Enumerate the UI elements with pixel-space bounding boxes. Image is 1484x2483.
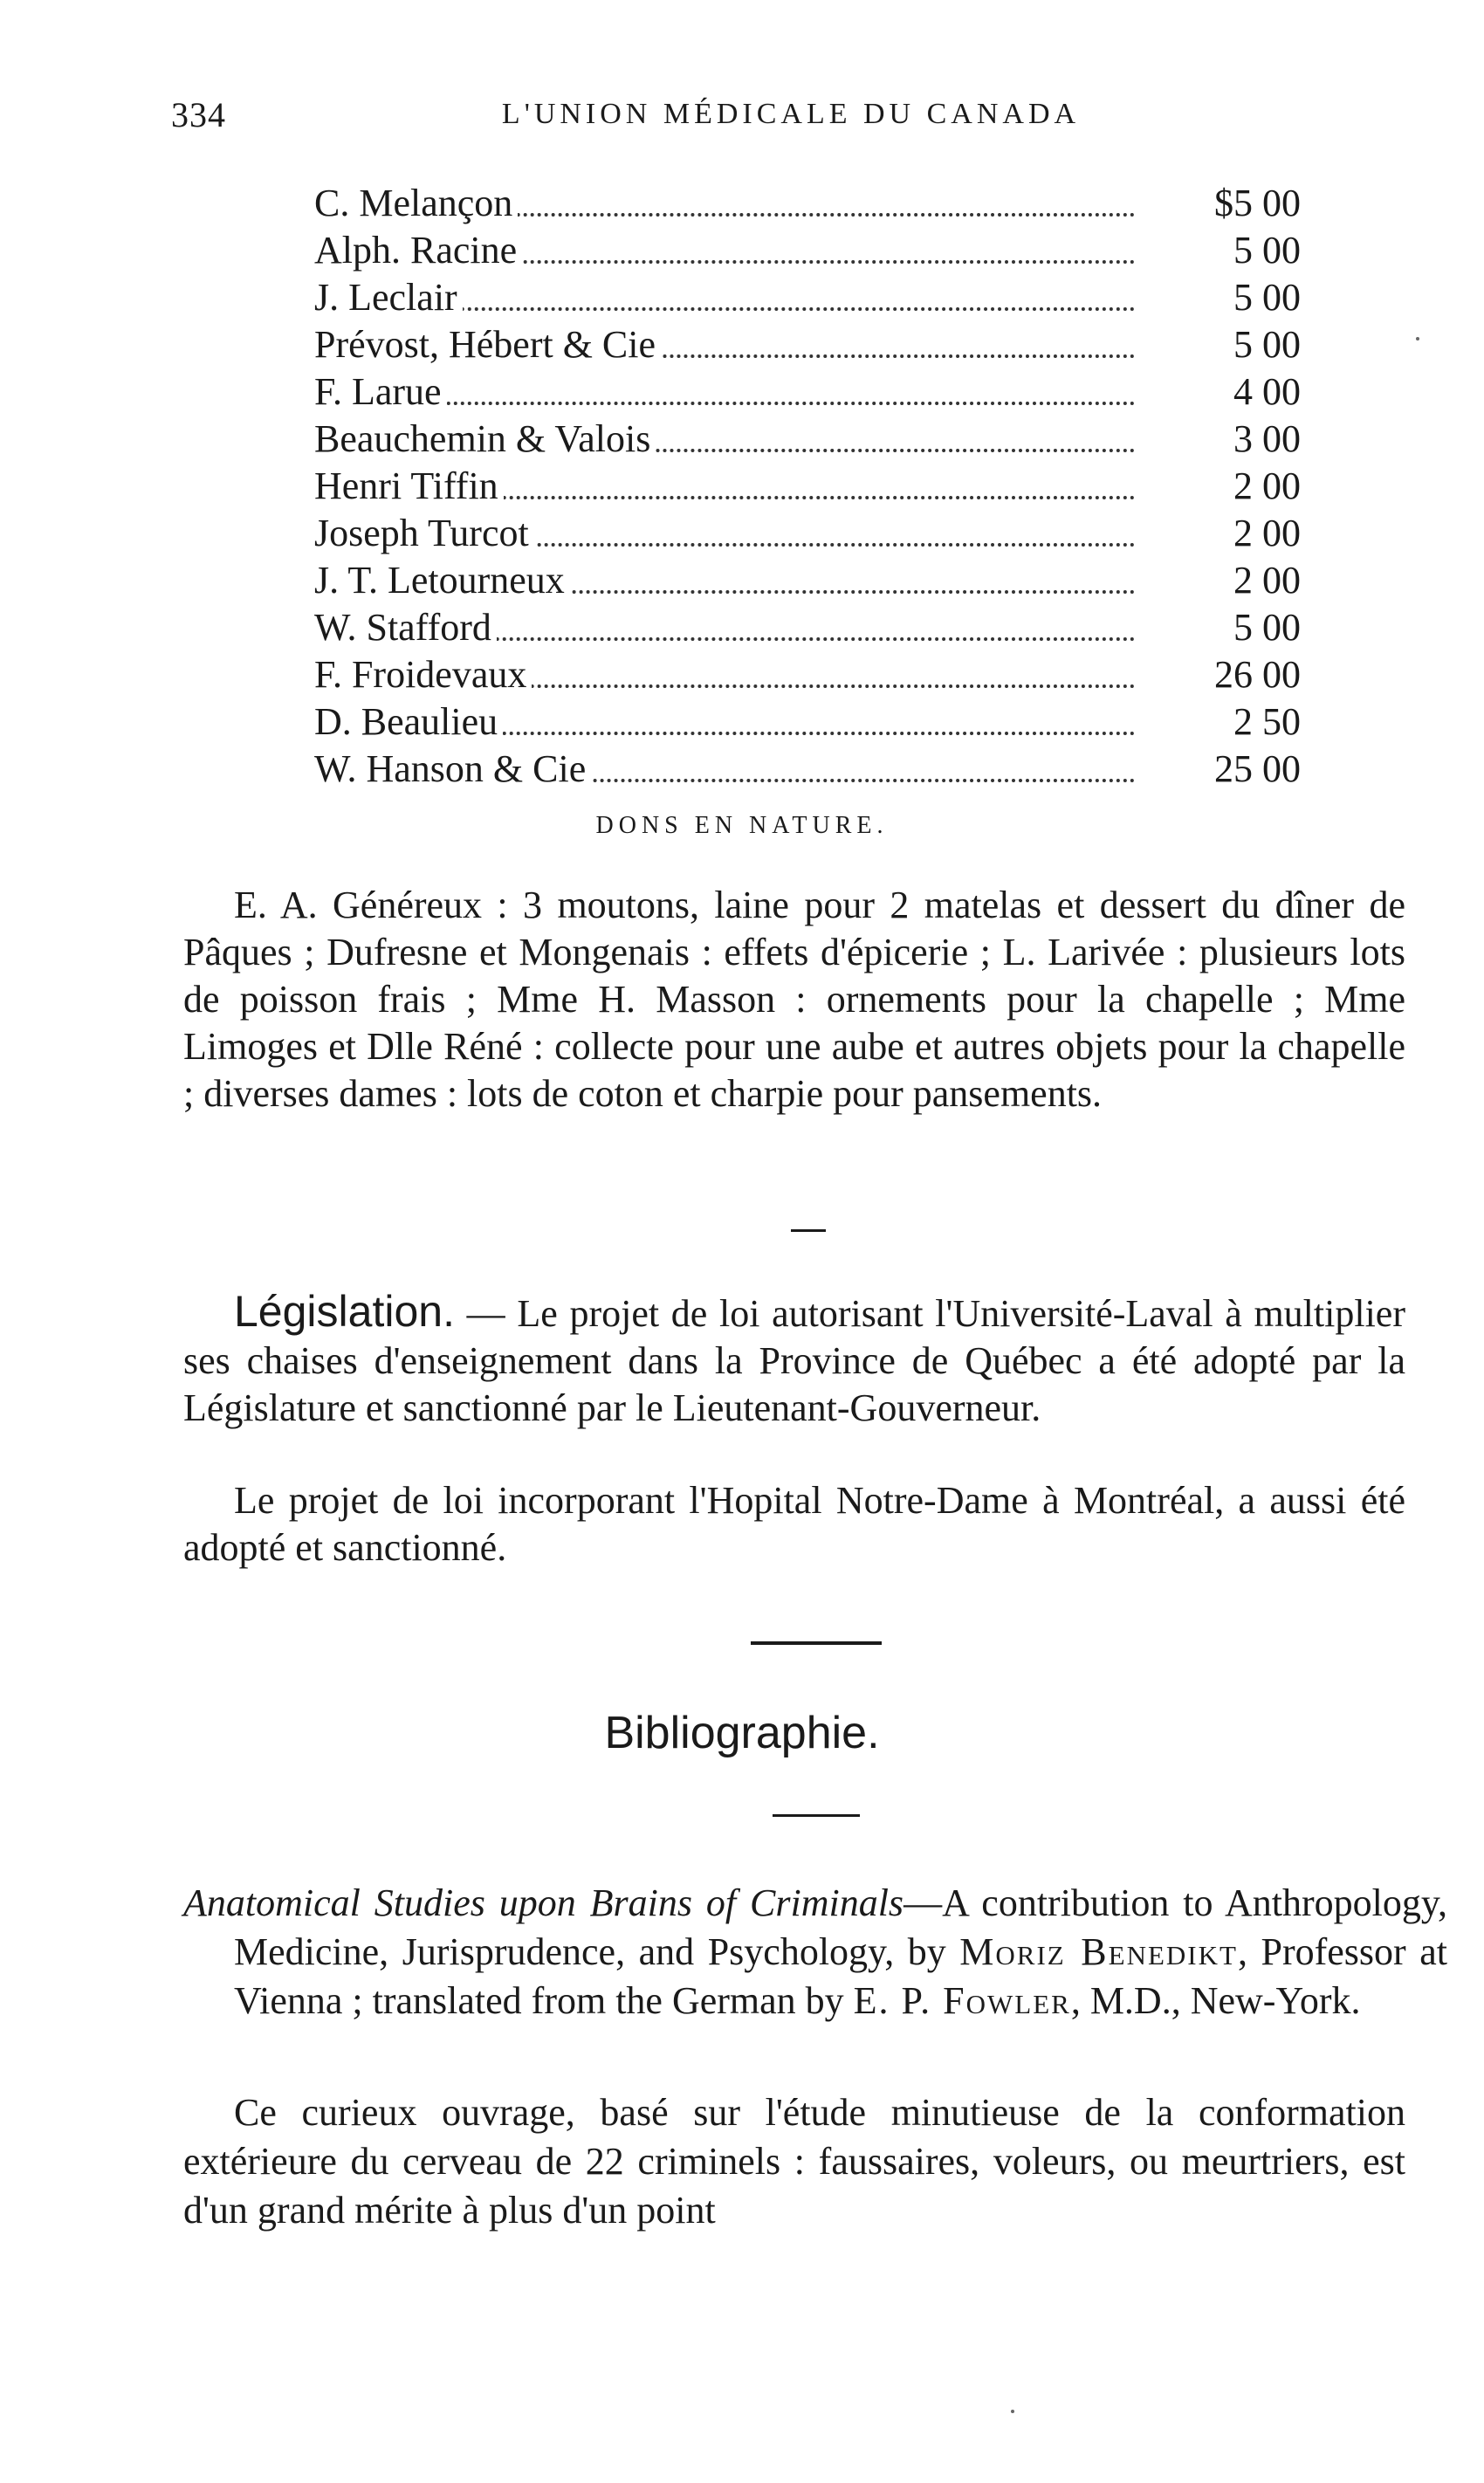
book-title: Anatomical Studies upon Brains of Criminals [183,1881,904,1924]
donation-amount: $5 00 [1152,180,1301,227]
donation-amount: 5 00 [1152,227,1301,274]
donation-amount: 5 00 [1152,274,1301,321]
donor-name: Henri Tiffin [314,463,504,510]
section-divider [773,1814,860,1817]
translator-name: E. P. Fowler [853,1979,1071,2022]
print-speck [1011,2410,1014,2413]
donation-amount: 26 00 [1152,651,1301,698]
donation-amount: 4 00 [1152,368,1301,416]
page-header [171,94,1411,147]
list-item [314,604,1301,651]
donation-amount: 5 00 [1152,604,1301,651]
donor-name: Beauchemin & Valois [314,416,656,463]
donor-name: F. Froidevaux [314,651,532,698]
dons-heading: DONS EN NATURE. [595,812,889,839]
donation-amount: 2 00 [1152,463,1301,510]
donation-amount: 2 00 [1152,510,1301,557]
donor-name: C. Melançon [314,180,518,227]
bibliography-entry [183,1879,1447,2026]
donation-amount: 5 00 [1152,321,1301,368]
section-divider [791,1229,826,1232]
entry-text: , M.D., New-York. [1070,1979,1361,2022]
donor-name: Alph. Racine [314,227,522,274]
dons-paragraph: E. A. Généreux : 3 moutons, laine pour 2 matelas et dessert du dîner de Pâques ; Dufresne et Mongenais : effets d'épicerie ; L. Larivée : plusieurs lots de poisson frais ; Mme H. Masson : ornements pour la chapelle ; Mme Limoges et Dlle Réné : collecte pour une aube et autres objets pour la chapelle ; diverses dames : lots de coton et charpie pour pansements. [183,884,1405,1115]
section-divider [751,1641,882,1645]
donation-amount: 2 50 [1152,698,1301,746]
legislation-paragraph [183,1288,1405,1432]
bibliographie-heading: Bibliographie. [604,1708,880,1758]
list-item [314,274,1301,321]
donor-name: Prévost, Hébert & Cie [314,321,661,368]
list-item [314,510,1301,557]
running-title: L'UNION MÉDICALE DU CANADA [501,98,1081,130]
donor-name: J. Leclair [314,274,463,321]
entry-text: , Professor at Vienna ; translated from the German by [234,1930,1447,2022]
list-item [314,463,1301,510]
donor-name: W. Hanson & Cie [314,746,591,793]
donor-name: D. Beaulieu [314,698,503,746]
review-paragraph: Ce curieux ouvrage, basé sur l'étude minutieuse de la conformation extérieure du cerveau de 22 criminels : faussaires, voleurs, ou meurtriers, est d'un grand mérite à plus d'un point [183,2091,1405,2232]
author-name: Moriz Benedikt [959,1930,1238,1973]
list-item [314,651,1301,698]
legislation-text: — Le projet de loi autorisant l'Université-Laval à multiplier ses chaises d'enseignement dans la Province de Québec a été adopté par la Législature et sanctionné par le Lieutenant-Gouverneur. [183,1292,1405,1429]
donor-name: J. T. Letourneux [314,557,570,604]
donor-name: F. Larue [314,368,447,416]
page-number: 334 [171,95,226,134]
list-item [314,557,1301,604]
entry-text: —A contribution to Anthropology, Medicine, Jurisprudence, and Psychology, by [234,1881,1447,1973]
list-item [314,746,1301,793]
donation-amount: 2 00 [1152,557,1301,604]
list-item [314,180,1301,227]
donor-name: Joseph Turcot [314,510,534,557]
list-item [314,227,1301,274]
list-item [314,368,1301,416]
legislation-paragraph-2: Le projet de loi incorporant l'Hopital Notre-Dame à Montréal, a aussi été adopté et sanctionné. [183,1479,1405,1569]
donation-amount: 3 00 [1152,416,1301,463]
donor-name: W. Stafford [314,604,497,651]
legislation-lead: Législation. [234,1287,455,1336]
donation-amount: 25 00 [1152,746,1301,793]
print-speck [1416,337,1419,340]
donations-list [314,180,1301,793]
list-item [314,698,1301,746]
list-item [314,321,1301,368]
list-item [314,416,1301,463]
